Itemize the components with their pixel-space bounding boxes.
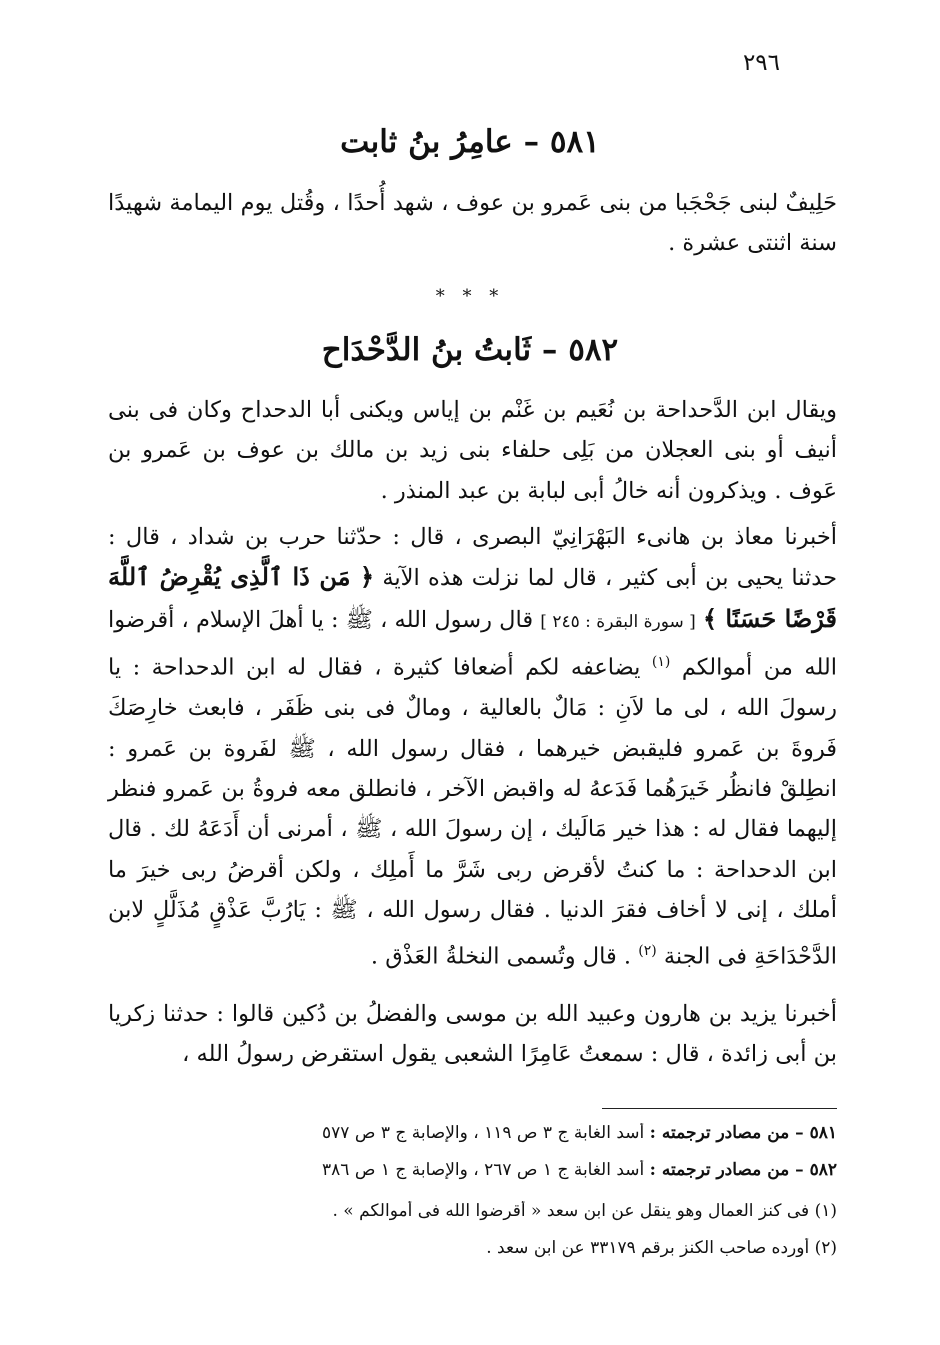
entry-582-heading: ٥٨٢ – ثَابتُ بنُ الدَّحْدَاح (321, 332, 619, 368)
quran-reference: [ سورة البقرة : ٢٤٥ ] (540, 611, 696, 632)
footnote-1: (١) فى كنز العمال وهو ينقل عن ابن سعد « أقرضوا الله فى أموالكم » . (332, 1201, 837, 1221)
entry-582-paragraph-2 (108, 517, 837, 976)
footnote-582-label: ٥٨٢ – من مصادر ترجمته : (649, 1160, 837, 1180)
footnote-581-text: أسد الغابة ج ٣ ص ١١٩ ، والإصابة ج ٣ ص ٥٧٧ (322, 1123, 645, 1143)
quran-verse: ﴿ مَن ذَا ٱلَّذِى يُقْرِضُ ٱللَّهَ قَرْضًا حَسَنًا ﴾ (108, 562, 837, 633)
footnote-marker-2: (٢) (638, 942, 657, 959)
entry-581-heading: ٥٨١ – عامِرُ بنُ ثابت (340, 124, 600, 160)
footnote-2: (٢) أورده صاحب الكنز برقم ٣٣١٧٩ عن ابن سعد . (486, 1238, 837, 1258)
footnote-divider (602, 1108, 837, 1109)
footnote-marker-1: (١) (651, 654, 671, 671)
entry-581-text: حَلِيفٌ لبنى جَحْجَبا من بنى عَمرو بن عوف ، شهد أُحدًا ، وقُتل يوم اليمامة شهيدًا سنة اثنتى عشرة . (108, 190, 837, 257)
paragraph-2-part-a: أخبرنا معاذ بن هانىء البَهْرَانِيّ البصرى ، قال : حدّثنا حرب بن شداد ، قال : حدثنا يحيى بن أبى كثير ، قال لما نزلت هذه الآية (108, 524, 838, 592)
paragraph-2-part-d: . قال وتُسمى النخلةُ العَذْق . (370, 943, 632, 970)
footnote-582-text: أسد الغابة ج ١ ص ٢٦٧ ، والإصابة ج ١ ص ٣٨٦ (322, 1160, 645, 1180)
footnote-581-label: ٥٨١ – من مصادر ترجمته : (649, 1123, 837, 1143)
paragraph-2-part-c: يضاعفه لكم أضعافا كثيرة ، فقال له ابن الدحداحة : يا رسولَ الله ، لى ما لاَنِ : مَالٌ بالعالية ، ومالٌ فى بنى ظَفَر ، فابعث خارِصَكَ فَروةَ بن عَمرو فليقبض خيرهما ، فقال رسول الله ، ﷺ لفَروة بن عَمرو : انطِلقْ فانظُر خَيرَهُما فَدَعهُ له واقبض الآخر ، فانطلق معه فروةُ بن عَمرو فنظر إليهما فقال له : هذا خير مَالَيك ، إن رسولَ الله ، ﷺ ، أمرنى أن أَدَعَهُ لك . قال ابن الدحداحة : ما كنتُ لأقرض ربى شَرَّ ما أَملِك ، ولكن أقرضُ ربى خيرَ ما أملك ، إنى لا أخاف فقرَ الدنيا . فقال رسول الله ، ﷺ : يَارُبَّ عَذْقٍ مُذَلَّلٍ لابن الدَّحْدَاحَةِ فى الجنة (108, 654, 837, 970)
footnote-source-581 (108, 1123, 837, 1143)
section-separator: * * * (435, 286, 505, 307)
entry-582-paragraph-3: أخبرنا يزيد بن هارون وعبيد الله بن موسى والفضلُ بن دُكين قالوا : حدثنا زكريا بن أبى زائدة ، قال : سمعتُ عَامِرًا الشعبى يقول استقرض رسولُ الله ، (108, 1001, 837, 1068)
paragraph-2-part-b: قال رسول الله ، ﷺ : يا أهلَ الإسلام ، أقرضوا الله من أموالكم (108, 606, 838, 681)
entry-582-paragraph-1: ويقال ابن الدَّحداحة بن نُعَيم بن غَنْم بن إياس ويكنى أبا الدحداح وكان فى بنى أنيف أو بنى العجلان من بَلِى حلفاء بنى زيد بن مالك بن عوف بن عَمرو بن عَوف . ويذكرون أنه خالُ أبى لبابة بن عبد المنذر . (108, 397, 837, 504)
footnote-source-582 (108, 1160, 837, 1180)
page-number: ٢٩٦ (742, 50, 780, 76)
